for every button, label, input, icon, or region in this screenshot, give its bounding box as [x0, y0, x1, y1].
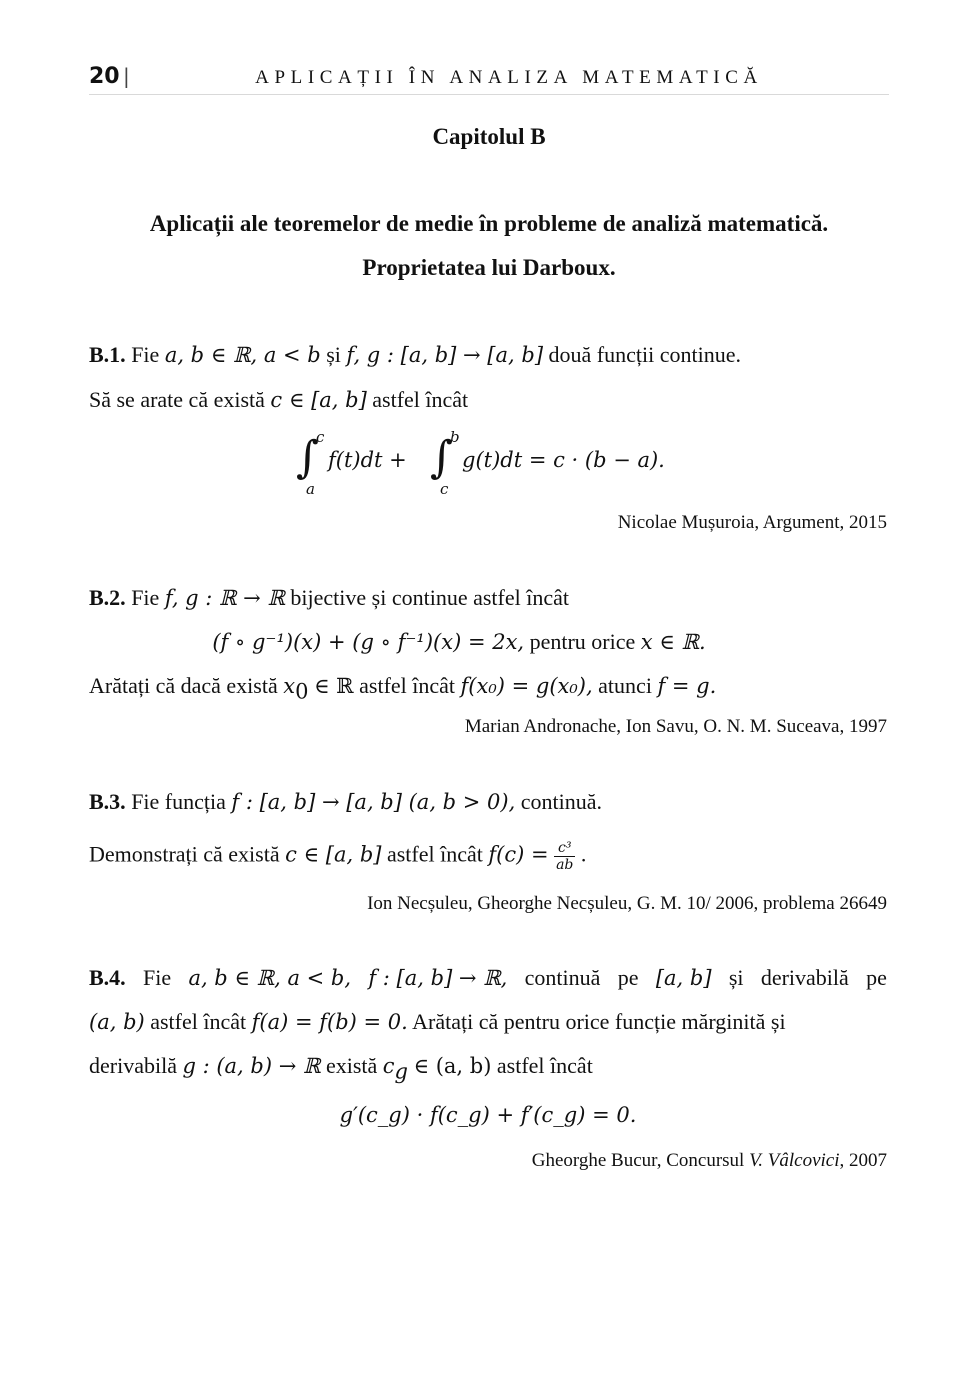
- integral-lower-limit: c: [440, 480, 449, 498]
- problem-b4-line2: [89, 1008, 887, 1036]
- fraction: [554, 840, 575, 873]
- problem-b1-label: B.1.: [89, 342, 126, 367]
- problem-b4-source: [89, 1147, 887, 1175]
- problem-b2-label: B.2.: [89, 585, 126, 610]
- integral-lower-limit: a: [306, 480, 315, 498]
- fraction-numerator: c³: [554, 840, 575, 857]
- text: două funcții continue.: [548, 342, 741, 367]
- running-title: APLICAȚII ÎN ANALIZA MATEMATICĂ: [255, 67, 763, 88]
- problem-b2-line3: [89, 672, 887, 705]
- running-header: [89, 62, 889, 95]
- problem-b4-line1: [89, 964, 887, 992]
- text: pe: [866, 965, 887, 990]
- section-title-line1: Aplicații ale teoremelor de medie în probleme de analiză matematică.: [149, 211, 829, 236]
- text: pe: [617, 965, 639, 990]
- integral-sign: ∫: [296, 432, 319, 483]
- math: [a, b]: [655, 966, 712, 990]
- text: bijective și continue astfel încât: [290, 585, 569, 610]
- text: Arătați că pentru orice funcție mărginită și: [412, 1009, 786, 1034]
- math: f, g : ℝ → ℝ: [164, 586, 285, 610]
- section-title-line2: Proprietatea lui Darboux.: [362, 255, 616, 280]
- text: continuă.: [520, 789, 603, 814]
- text: există: [325, 1053, 378, 1078]
- integral-term2: g(t)dt = c · (b − a).: [462, 448, 665, 472]
- text: , 2007: [839, 1150, 887, 1171]
- math: x: [283, 674, 296, 698]
- math: f(x₀) = g(x₀),: [460, 674, 593, 698]
- text: Fie: [143, 965, 172, 990]
- math: c ∈ [a, b]: [285, 842, 382, 867]
- text: derivabilă: [760, 965, 849, 990]
- text: astfel încât: [496, 1053, 593, 1078]
- text: și: [728, 965, 744, 990]
- math: g : (a, b) → ℝ: [182, 1054, 321, 1078]
- problem-b1-source: Nicolae Mușuroia, Argument, 2015: [617, 512, 887, 533]
- integral-sign: ∫: [430, 432, 453, 483]
- header-separator: |: [123, 64, 130, 88]
- problem-b2-equation: [60, 628, 858, 656]
- text: Gheorghe Bucur, Concursul: [531, 1150, 745, 1171]
- problem-b1-line1: [89, 341, 887, 369]
- text: astfel încât: [372, 387, 469, 412]
- text: și: [326, 342, 341, 367]
- problem-b3-line1: [89, 788, 887, 816]
- text: pentru orice: [529, 629, 636, 654]
- problem-b2-source: Marian Andronache, Ion Savu, O. N. M. Suceava, 1997: [464, 716, 887, 737]
- text: Fie: [131, 342, 160, 367]
- math: x ∈ ℝ.: [640, 630, 706, 654]
- problem-b3-label: B.3.: [89, 789, 126, 814]
- contest-name: V. Vâlcovici: [749, 1150, 840, 1171]
- problem-b4-line3: [89, 1052, 887, 1085]
- math: ∈ (a, b): [413, 1054, 492, 1078]
- math: (f ∘ g⁻¹)(x) + (g ∘ f⁻¹)(x) = 2x,: [212, 630, 525, 654]
- problem-b1-line2: [89, 386, 887, 414]
- math: a, b ∈ ℝ, a < b,: [188, 966, 352, 990]
- math: f, g : [a, b] → [a, b]: [346, 343, 544, 367]
- text: Demonstrați că există: [89, 841, 280, 867]
- math: f(c) =: [488, 842, 549, 867]
- problem-b1-integral-equation: [296, 428, 696, 498]
- text: Fie funcția: [131, 789, 226, 814]
- math: g′(c_g) · f(c_g) + f′(c_g) = 0.: [339, 1103, 637, 1127]
- math: a, b ∈ ℝ, a < b: [164, 343, 321, 367]
- integral-upper-limit: b: [450, 428, 460, 446]
- chapter-title: Capitolul B: [432, 124, 546, 149]
- text: Fie: [131, 585, 160, 610]
- math: (a, b): [89, 1010, 145, 1034]
- problem-b4-equation: [89, 1101, 887, 1129]
- text: astfel încât: [359, 673, 456, 698]
- math: c ∈ [a, b]: [270, 388, 367, 412]
- text: derivabilă: [89, 1053, 177, 1078]
- page-number: 20: [89, 64, 120, 89]
- math: f(a) = f(b) = 0.: [251, 1010, 408, 1034]
- math: c: [382, 1054, 395, 1078]
- text: Să se arate că există: [89, 387, 265, 412]
- integral-upper-limit: c: [316, 428, 325, 446]
- text: continuă: [524, 965, 601, 990]
- math: ∈ ℝ: [313, 674, 354, 698]
- text: astfel încât: [386, 841, 483, 867]
- integral-term1: f(t)dt +: [328, 448, 407, 472]
- fraction-denominator: ab: [556, 857, 574, 873]
- subscript: 0: [295, 679, 309, 704]
- math: f : [a, b] → ℝ,: [368, 966, 508, 990]
- math: f : [a, b] → [a, b] (a, b > 0),: [231, 790, 516, 814]
- problem-b2-line1: [89, 584, 887, 612]
- text: atunci: [598, 673, 652, 698]
- subscript: g: [394, 1059, 408, 1084]
- text: Arătați că dacă există: [89, 673, 278, 698]
- problem-b3-source: Ion Necșuleu, Gheorghe Necșuleu, G. M. 10/ 2006, problema 26649: [367, 893, 887, 914]
- problem-b3-line2: [89, 840, 887, 873]
- math: f = g.: [657, 674, 717, 698]
- text: .: [580, 841, 587, 867]
- problem-b4-label: B.4.: [89, 965, 126, 990]
- text: astfel încât: [150, 1009, 247, 1034]
